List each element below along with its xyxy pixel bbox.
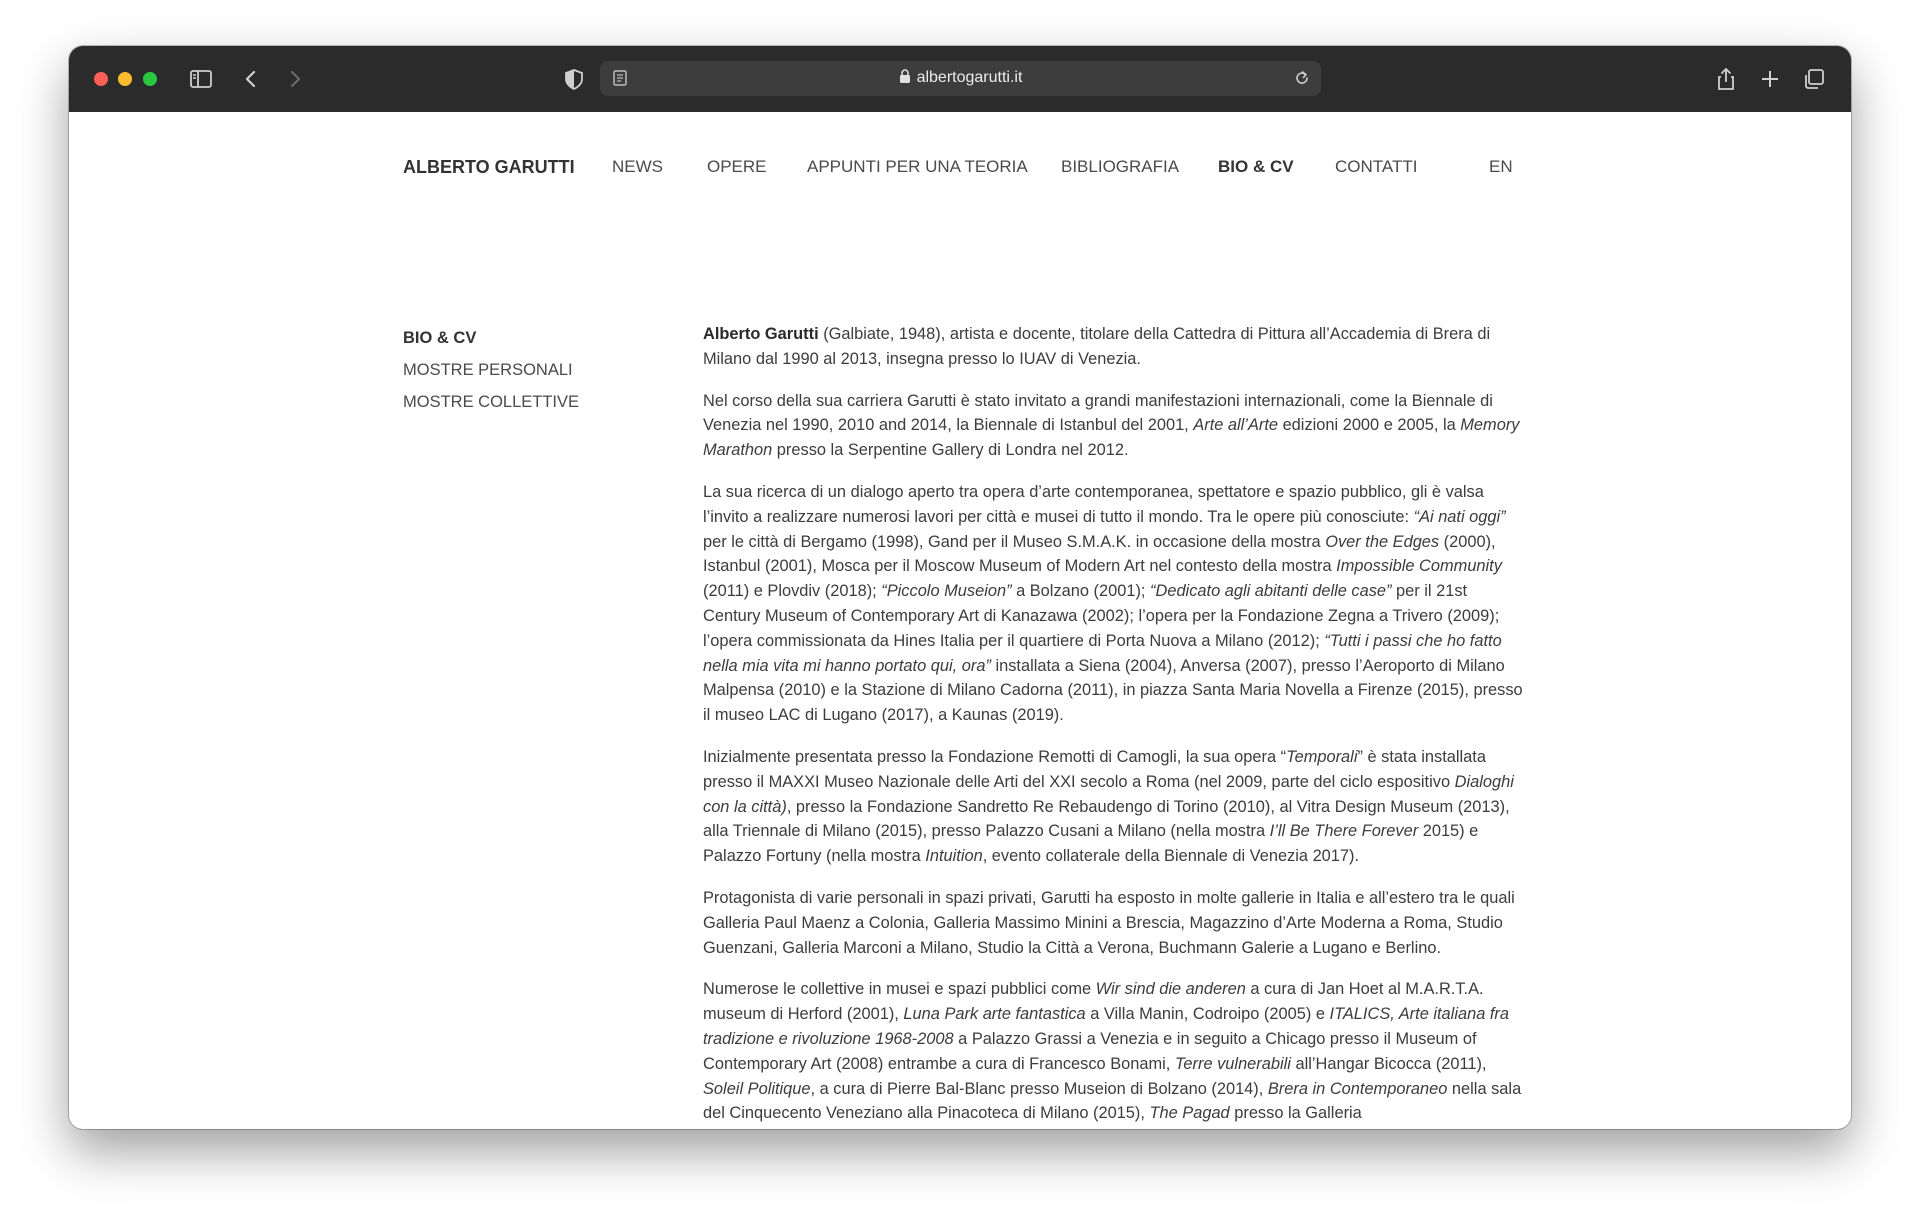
italic-title: “Piccolo Museion” [881,582,1012,601]
italic-title: Wir sind die anderen [1095,980,1246,999]
nav-item-appunti[interactable]: APPUNTI PER UNA TEORIA [807,157,1028,176]
text-run: (Galbiate, 1948), artista e docente, titolare della Cattedra di Pittura all’Accademia di Brera di Milano dal 1990 al 2013, insegna presso lo IUAV di Venezia. [703,325,1491,368]
text-run: Numerose le collettive in musei e spazi pubblici come [703,980,1096,999]
text-run: installata a Siena (2004), Anversa (2007), presso l’Aeroporto di Milano Malpensa (2010) e la Stazione di Milano Cadorna (2011), in piazza Santa Maria Novella a Firenze (2015), presso il museo LAC di Lugano (2017), a Kaunas (2019). [703,656,1523,725]
browser-window [69,46,1851,1129]
italic-title: Memory Marathon [703,416,1520,460]
italic-title: Temporali [1286,747,1358,766]
text-run: (2011) e Plovdiv (2018); [703,582,882,601]
italic-title: Luna Park arte fantastica [903,1005,1086,1024]
section-sidebar [403,322,579,418]
back-arrow-icon[interactable] [237,65,265,93]
text-run: a Bolzano (2001); [1011,582,1151,601]
text-run: a Palazzo Grassi a Venezia e in seguito a Chicago presso il Museum of Contemporary Art (2008) entrambe a cura di Francesco Bonami, [703,1029,1477,1073]
italic-title: Dialoghi con la città) [703,772,1514,816]
privacy-shield-icon[interactable] [560,65,588,93]
main-navigation [69,157,1851,187]
forward-arrow-icon[interactable] [281,65,309,93]
text-run: per le città di Bergamo (1998), Gand per il Museo S.M.A.K. in occasione della mostra [703,532,1326,551]
url-display[interactable] [600,69,1321,87]
nav-item-opere[interactable]: OPERE [707,157,767,176]
text-run: (2000), Istanbul (2001), Mosca per il Moscow Museum of Modern Art nel contesto della mostra [703,532,1496,576]
site-logo-link[interactable]: ALBERTO GARUTTI [403,157,575,177]
text-run: per il 21st Century Museum of Contemporary Art di Kanazawa (2002); l’opera per la Fondazione Zegna a Trivero (2009); l’opera commissionata da Hines Italia per il quartiere di Porta Nuova a Milano (2012); [703,582,1500,650]
nav-item-news[interactable]: NEWS [612,157,663,176]
italic-title: “Tutti i passi che ho fatto nella mia vita mi hanno portato qui, ora” [703,631,1502,675]
text-run: , presso la Fondazione Sandretto Re Rebaudengo di Torino (2010), al Vitra Design Museum (2013), alla Triennale di Milano (2015), presso Palazzo Cusani a Milano (nella mostra [703,797,1510,841]
zoom-window-button[interactable] [143,72,157,86]
text-run: 2015) e Palazzo Fortuny (nella mostra [703,822,1479,866]
bio-text [703,322,1523,1129]
text-run: , evento collaterale della Biennale di Venezia 2017). [982,847,1360,866]
new-tab-icon[interactable] [1756,65,1784,93]
nav-item-bio-cv[interactable]: BIO & CV [1218,157,1294,176]
text-run: a Villa Manin, Codroipo (2005) e [1085,1005,1330,1024]
text-run: nella sala del Cinquecento Veneziano alla Pinacoteca di Milano (2015), [703,1079,1522,1123]
italic-title: Brera in Contemporaneo [1267,1079,1448,1098]
bio-paragraph [703,322,1523,372]
sidebar-item-mostre-collettive[interactable]: MOSTRE COLLETTIVE [403,393,580,411]
tab-overview-icon[interactable] [1800,65,1828,93]
bio-paragraph [703,745,1523,869]
browser-toolbar [69,46,1851,113]
nav-item-contatti[interactable]: CONTATTI [1335,157,1418,176]
text-run: La sua ricerca di un dialogo aperto tra opera d’arte contemporanea, spettatore e spazio pubblico, gli è valsa l’invito a realizzare numerosi lavori per città e musei di tutto il mondo. Tra le opere più conosciute: [703,482,1484,526]
url-text: albertogarutti.it [916,69,1023,86]
artist-name: Alberto Garutti [703,325,819,343]
text-run: ” è stata installata presso il MAXXI Museo Nazionale delle Arti del XXI secolo a Roma (nel 2009, parte del ciclo espositivo [703,747,1486,791]
language-switch[interactable]: EN [1489,157,1513,176]
italic-title: Soleil Politique [703,1079,811,1098]
italic-title: Intuition [925,847,983,866]
text-run: presso la Serpentine Gallery di Londra nel 2012. [772,441,1129,460]
sidebar-toggle-icon[interactable] [187,65,215,93]
nav-item-bibliografia[interactable]: BIBLIOGRAFIA [1061,157,1180,176]
reload-icon[interactable] [1293,69,1311,87]
minimize-window-button[interactable] [118,72,132,86]
text-run: Inizialmente presentata presso la Fondazione Remotti di Camogli, la sua opera “ [703,747,1287,766]
bio-paragraph: Protagonista di varie personali in spazi privati, Garutti ha esposto in molte gallerie in Italia e all’estero tra le quali Galleria Paul Maenz a Colonia, Galleria Massimo Minini a Brescia, Magazzino d’Arte Moderna a Roma, Studio Guenzani, Galleria Marconi a Milano, Studio la Città a Verona, Buchmann Galerie a Lugano e Berlino. [703,888,1515,957]
italic-title: ITALICS, Arte italiana fra tradizione e rivoluzione 1968-2008 [703,1005,1509,1048]
text-run: a cura di Jan Hoet al M.A.R.T.A. museum di Herford (2001), [703,980,1484,1024]
sidebar-item-mostre-personali[interactable]: MOSTRE PERSONALI [403,361,573,379]
italic-title: Impossible Community [1336,557,1502,576]
lock-icon [899,69,911,83]
text-run: Nel corso della sua carriera Garutti è stato invitato a grandi manifestazioni internazionali, come la Biennale di Venezia nel 1990, 2010 and 2014, la Biennale di Istanbul del 2001, [703,391,1493,435]
sidebar-item-bio-cv[interactable]: BIO & CV [403,329,477,347]
italic-title: Over the Edges [1325,532,1440,551]
text-run: edizioni 2000 e 2005, la [1278,416,1461,435]
text-run: all’Hangar Bicocca (2011), [1290,1054,1487,1073]
address-bar[interactable] [600,61,1321,96]
bio-paragraph [703,389,1523,463]
text-run: presso la Galleria [1229,1104,1362,1123]
italic-title: The Pagad [1149,1104,1230,1123]
italic-title: Terre vulnerabili [1174,1054,1291,1073]
italic-title: “Ai nati oggi” [1413,507,1506,526]
italic-title: I’ll Be There Forever [1269,822,1419,841]
italic-title: Arte all’Arte [1193,416,1279,435]
web-page [69,112,1851,1129]
share-icon[interactable] [1712,65,1740,93]
italic-title: “Dedicato agli abitanti delle case” [1150,582,1392,601]
bio-paragraph [703,977,1523,1126]
close-window-button[interactable] [94,72,108,86]
bio-paragraph [703,480,1523,728]
text-run: , a cura di Pierre Bal-Blanc presso Museion di Bolzano (2014), [810,1079,1268,1098]
